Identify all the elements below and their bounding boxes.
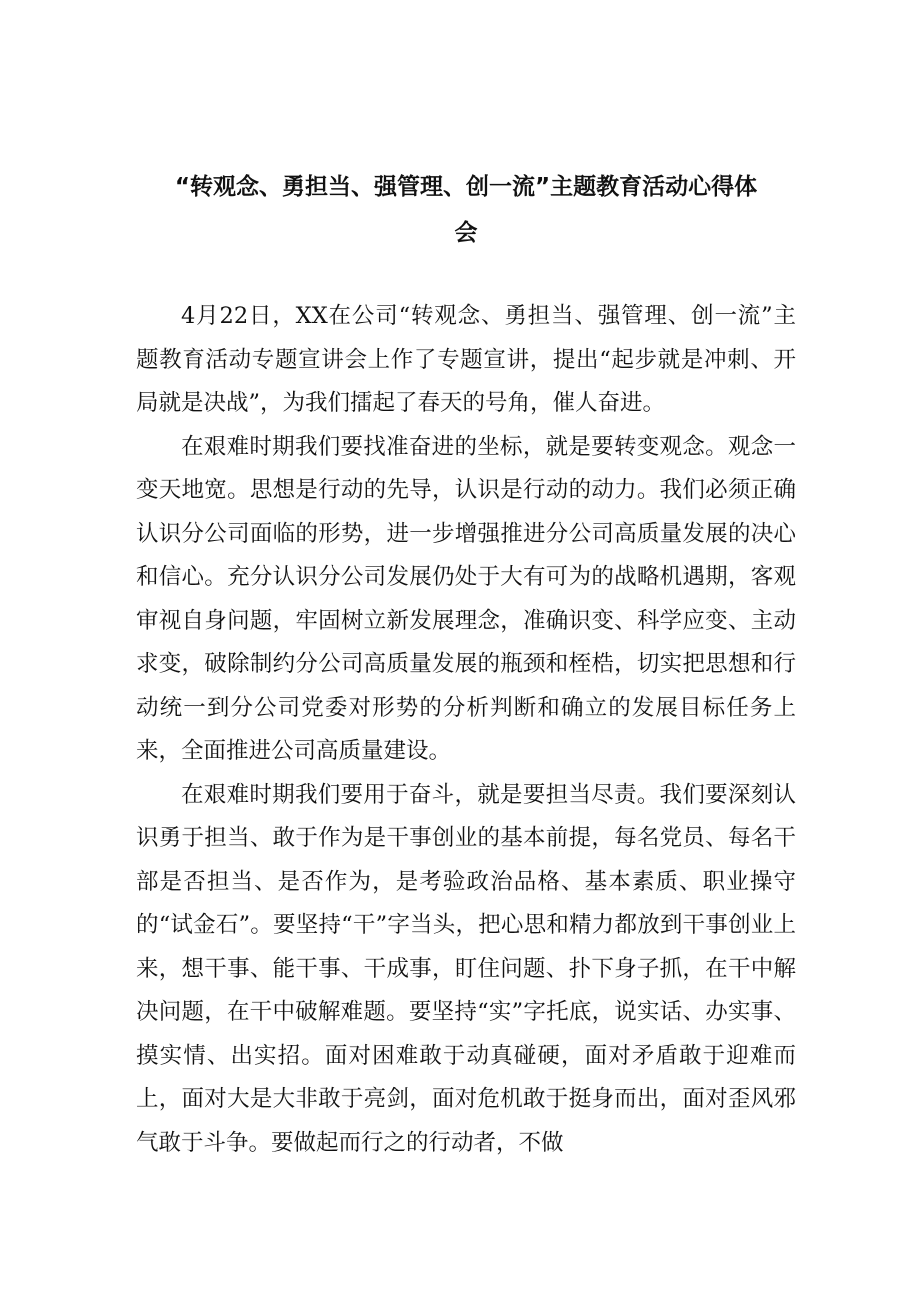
title-line-1: “转观念、勇担当、强管理、创一流”主题教育活动心得体 [174, 174, 758, 200]
document-title [136, 164, 796, 256]
title-line-2: 会 [454, 220, 478, 246]
paragraph-2: 在艰难时期我们要找准奋进的坐标，就是要转变观念。观念一变天地宽。思想是行动的先导，认识是行动的动力。我们必须正确认识分公司面临的形势，进一步增强推进分公司高质量发展的决心和信心。充分认识分公司发展仍处于大有可为的战略机遇期，客观审视自身问题，牢固树立新发展理念，准确识变、科学应变、主动求变，破除制约分公司高质量发展的瓶颈和桎梏，切实把思想和行动统一到分公司党委对形势的分析判断和确立的发展目标任务上来，全面推进公司高质量建设。 [136, 433, 796, 764]
document-body [136, 295, 796, 1165]
paragraph-1: 4月22日，XX在公司“转观念、勇担当、强管理、创一流”主题教育活动专题宣讲会上作了专题宣讲，提出“起步就是冲刺、开局就是决战”，为我们擂起了春天的号角，催人奋进。 [136, 303, 796, 416]
paragraph-3: 在艰难时期我们要用于奋斗，就是要担当尽责。我们要深刻认识勇于担当、敢于作为是干事创业的基本前提，每名党员、每名干部是否担当、是否作为，是考验政治品格、基本素质、职业操守的“试金石”。要坚持“干”字当头，把心思和精力都放到干事创业上来，想干事、能干事、干成事，盯住问题、扑下身子抓，在干中解决问题，在干中破解难题。要坚持“实”字托底，说实话、办实事、摸实情、出实招。面对困难敢于动真碰硬，面对矛盾敢于迎难而上，面对大是大非敢于亮剑，面对危机敢于挺身而出，面对歪风邪气敢于斗争。要做起而行之的行动者，不做 [136, 781, 796, 1156]
